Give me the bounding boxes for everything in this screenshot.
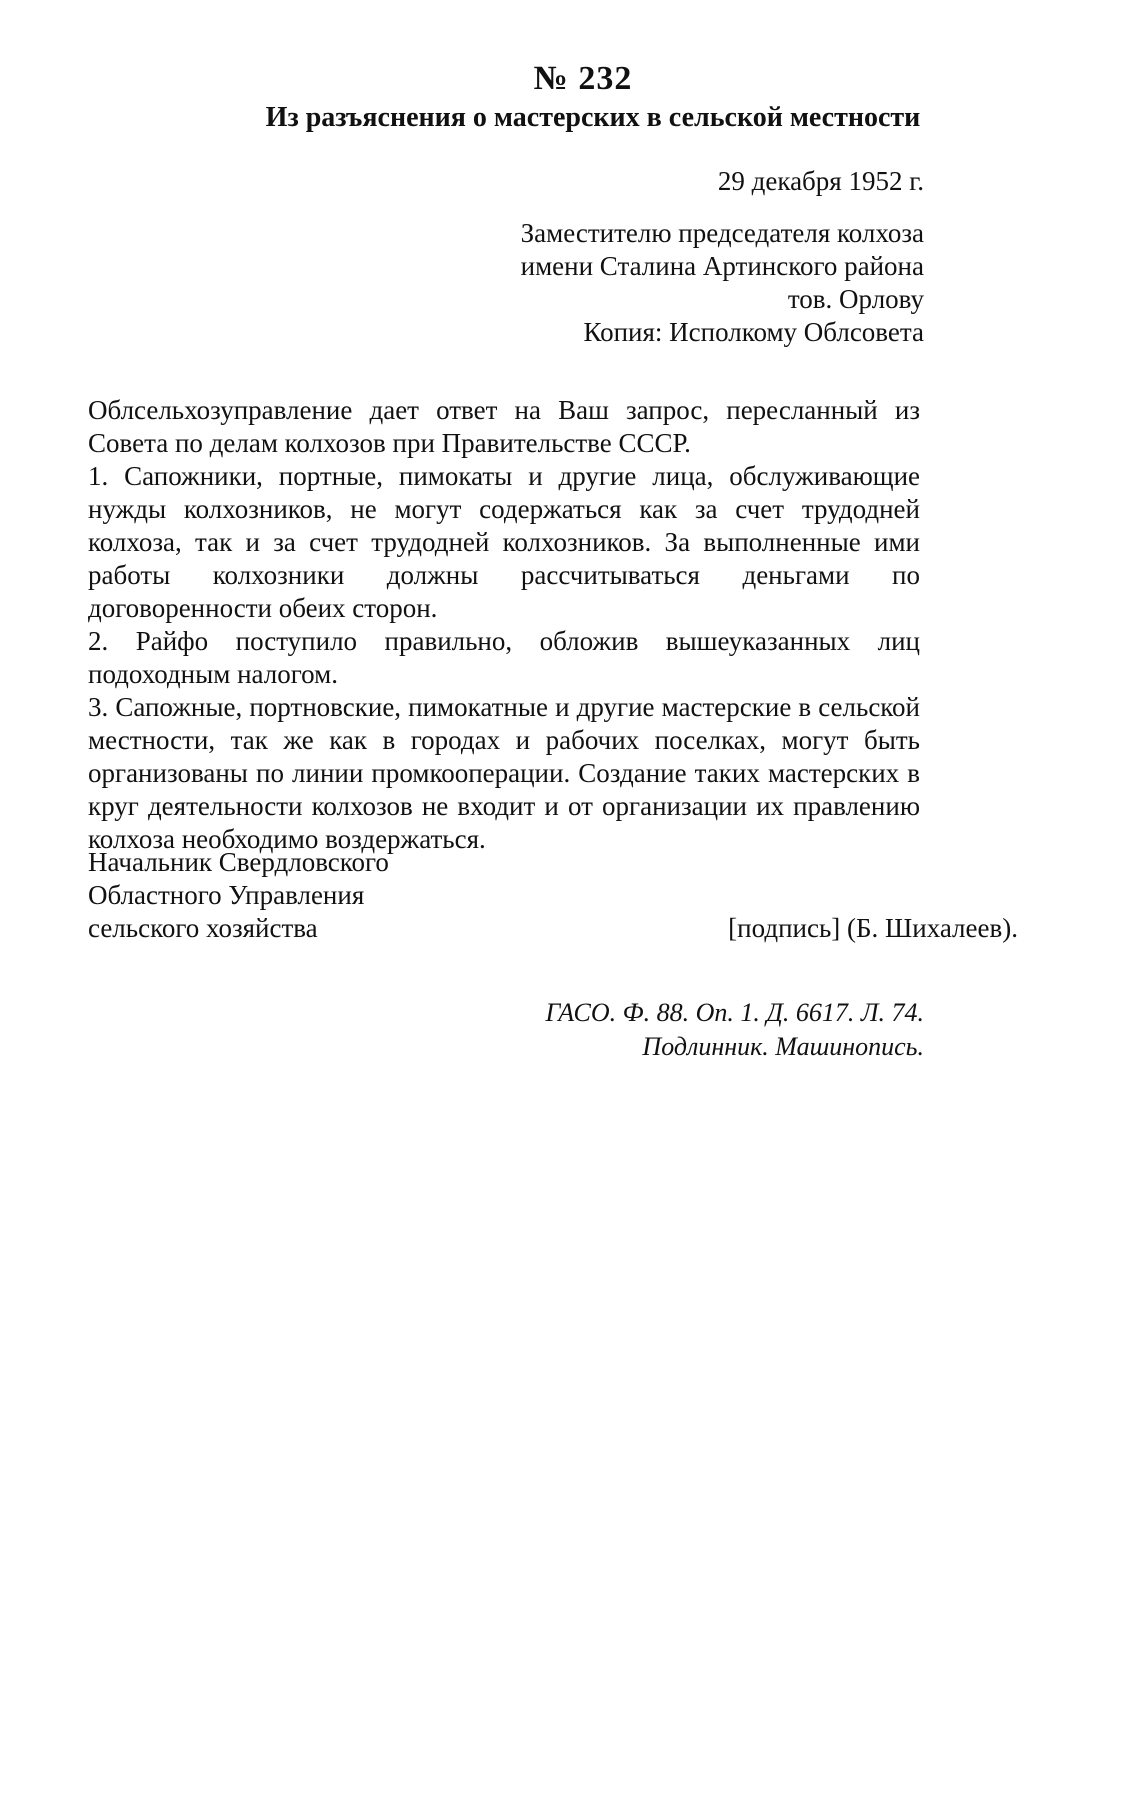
body-point-1: 1. Сапожники, портные, пимокаты и другие лица, обслуживающие нужды колхозников, не могут содержаться как за счет трудодней колхоза, так и за счет трудодней колхозников. За выполненные ими работы колхозники должны рассчитываться деньгами по договоренности обеих сторон.	[88, 461, 920, 623]
archive-document-type: Подлинник. Машинопись.	[642, 1032, 924, 1061]
signer-position-line: Начальник Свердловского	[88, 847, 389, 877]
signer-name: [подпись] (Б. Шихалеев).	[728, 913, 1018, 943]
document-number: № 232	[533, 60, 633, 97]
archive-reference: ГАСО. Ф. 88. Оп. 1. Д. 6617. Л. 74.	[545, 998, 924, 1027]
addressee-block	[521, 217, 924, 349]
archive-reference-block	[545, 996, 924, 1064]
document-body	[88, 394, 920, 856]
signature-block	[88, 846, 1020, 945]
signer-position-line: сельского хозяйства	[88, 913, 318, 943]
addressee-line: тов. Орлову	[787, 284, 924, 314]
document-date: 29 декабря 1952 г.	[717, 166, 924, 196]
body-intro-paragraph: Облсельхозуправление дает ответ на Ваш запрос, пересланный из Совета по делам колхозов при Правительстве СССР.	[88, 395, 920, 458]
addressee-line: имени Сталина Артинского района	[520, 251, 924, 281]
addressee-line: Заместителю председателя колхоза	[520, 218, 924, 248]
addressee-copy-line: Копия: Исполкому Облсовета	[583, 317, 924, 347]
body-point-3: 3. Сапожные, портновские, пимокатные и другие мастерские в сельской местности, так же как в городах и рабочих поселках, могут быть организованы по линии промкооперации. Создание таких мастерских в круг деятельности колхозов не входит и от организации их правлению колхоза необходимо воздержаться.	[88, 692, 920, 854]
document-title: Из разъяснения о мастерских в сельской местности	[265, 102, 921, 133]
body-point-2: 2. Райфо поступило правильно, обложив вышеуказанных лиц подоходным налогом.	[88, 626, 920, 689]
signer-position-line: Областного Управления	[88, 880, 365, 910]
